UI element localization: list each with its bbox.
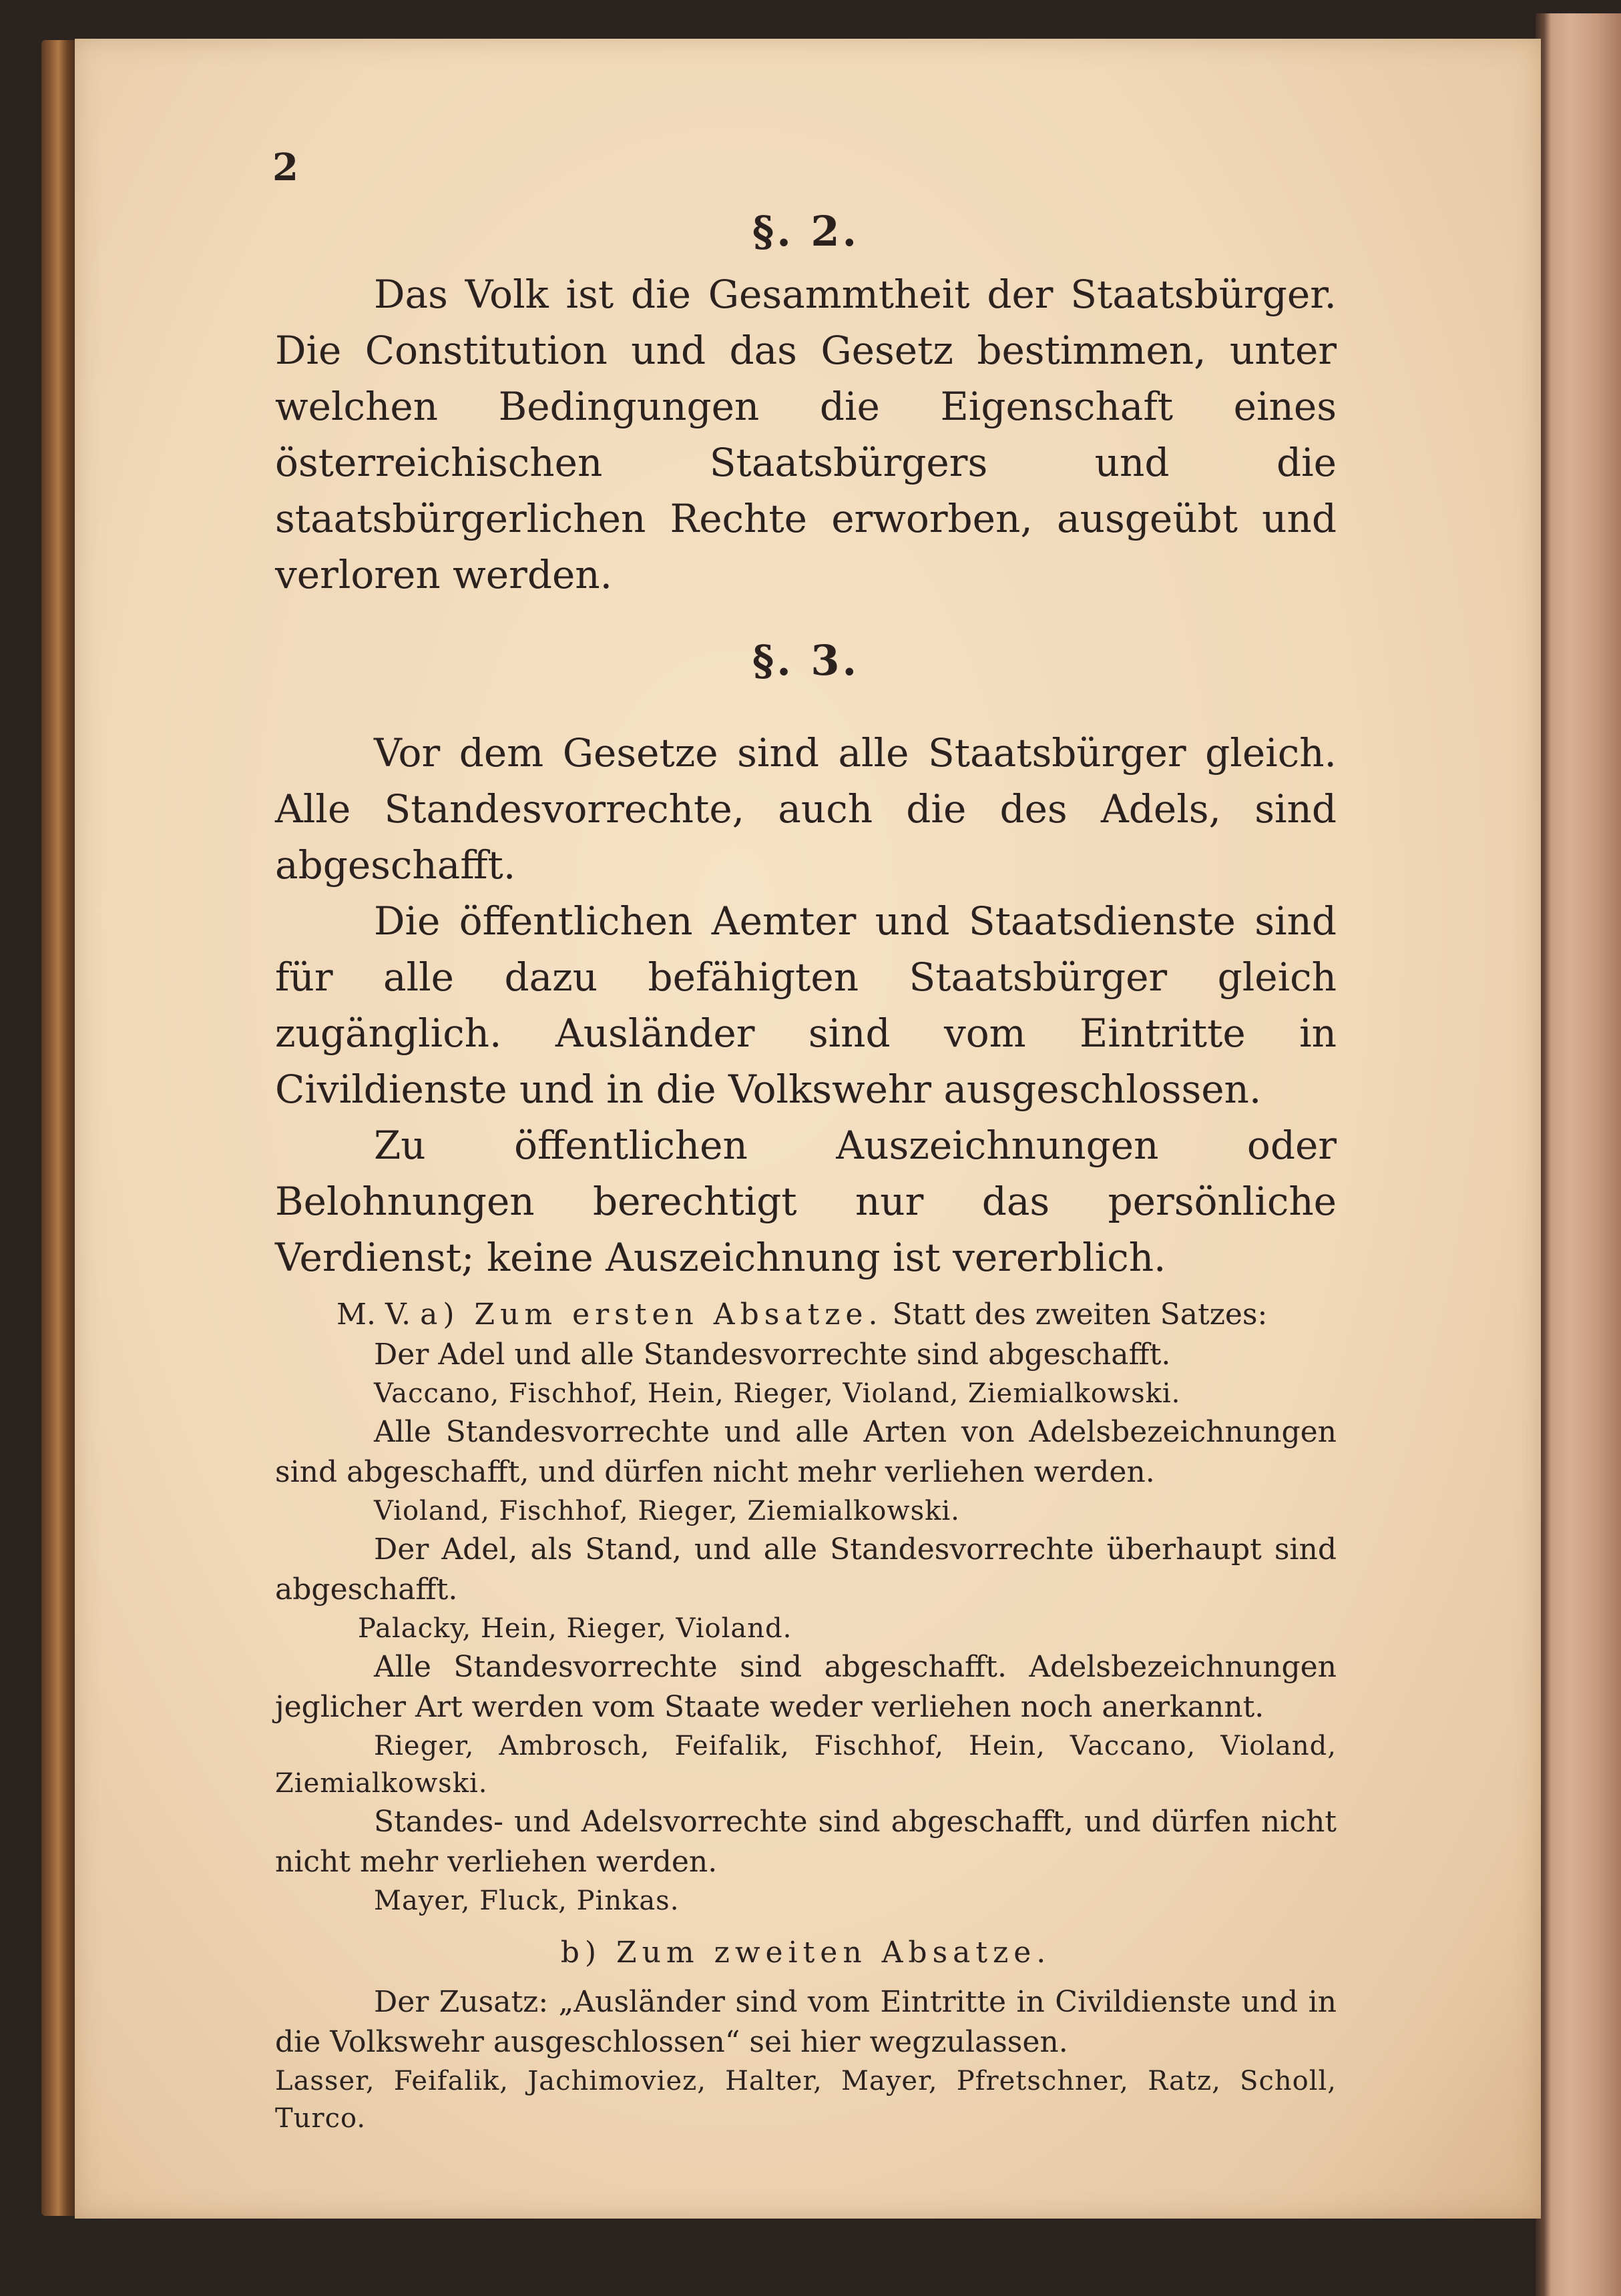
amendment-2-text: Alle Standesvorrechte und alle Arten von Adelsbezeichnungen sind abgeschafft, und dürfen nicht mehr verliehen werden. — [275, 1415, 1337, 1489]
amendment-3-names: Palacky, Hein, Rieger, Violand. — [358, 1613, 792, 1644]
page-number: 2 — [272, 146, 298, 190]
book-page-edge-right — [1536, 13, 1621, 2296]
minority-vote-intro-rest: Statt des zweiten Satzes: — [892, 1298, 1268, 1332]
minority-vote-subsection-b-text: Der Zusatz: „Ausländer sind vom Eintritte in Civildienste und in die Volkswehr ausgeschlossen“ sei hier wegzulassen. — [275, 1985, 1337, 2059]
section-2-text: Das Volk ist die Gesammtheit der Staatsbürger. Die Constitution und das Gesetz bestimmen, unter welchen Bedingungen die Eigenschaft eines österreichischen Staatsbürgers und die staatsbürgerlichen Rechte erworben, ausgeübt und verloren werden. — [275, 272, 1337, 597]
amendment-2-names: Violand, Fischhof, Rieger, Ziemialkowski. — [374, 1496, 960, 1526]
page-text — [275, 133, 1337, 2137]
amendment-4-text: Alle Standesvorrechte sind abgeschafft. Adelsbezeichnungen jeglicher Art werden vom Staate weder verliehen noch anerkannt. — [275, 1650, 1337, 1724]
minority-vote-subsection-b-heading: b) Zum zweiten Absatze. — [560, 1936, 1052, 1970]
minority-vote-label: M. V. — [336, 1298, 411, 1332]
section-3-paragraph-1: Vor dem Gesetze sind alle Staatsbürger gleich. Alle Standesvorrechte, auch die des Adels, sind abgeschafft. — [275, 730, 1337, 888]
section-2-heading: §. 2. — [752, 207, 860, 256]
minority-vote-subsection-a: a) Zum ersten Absatze. — [420, 1298, 883, 1332]
minority-vote-subsection-b-names: Lasser, Feifalik, Jachimoviez, Halter, Mayer, Pfretschner, Ratz, Scholl, Turco. — [275, 2066, 1337, 2134]
section-3-paragraph-3: Zu öffentlichen Auszeichnungen oder Belohnungen berechtigt nur das persönliche Verdienst; keine Auszeichnung ist vererblich. — [275, 1123, 1337, 1280]
book-binding-left — [41, 40, 79, 2216]
amendment-5-names: Mayer, Fluck, Pinkas. — [374, 1886, 680, 1916]
amendment-1-text: Der Adel und alle Standesvorrechte sind abgeschafft. — [374, 1338, 1171, 1372]
amendment-3-text: Der Adel, als Stand, und alle Standesvorrechte überhaupt sind abgeschafft. — [275, 1532, 1337, 1607]
amendment-4-names: Rieger, Ambrosch, Feifalik, Fischhof, Hein, Vaccano, Violand, Ziemialkowski. — [275, 1731, 1337, 1799]
amendment-5-text: Standes- und Adelsvorrechte sind abgeschafft, und dürfen nicht nicht mehr verliehen werden. — [275, 1805, 1337, 1879]
section-3-paragraph-2: Die öffentlichen Aemter und Staatsdienste sind für alle dazu befähigten Staatsbürger gleich zugänglich. Ausländer sind vom Eintritte in Civildienste und in die Volkswehr ausgeschlossen. — [275, 898, 1337, 1112]
amendment-1-names: Vaccano, Fischhof, Hein, Rieger, Violand, Ziemialkowski. — [374, 1378, 1181, 1409]
minority-vote-intro — [275, 1295, 1337, 1335]
section-3-heading: §. 3. — [752, 636, 860, 685]
